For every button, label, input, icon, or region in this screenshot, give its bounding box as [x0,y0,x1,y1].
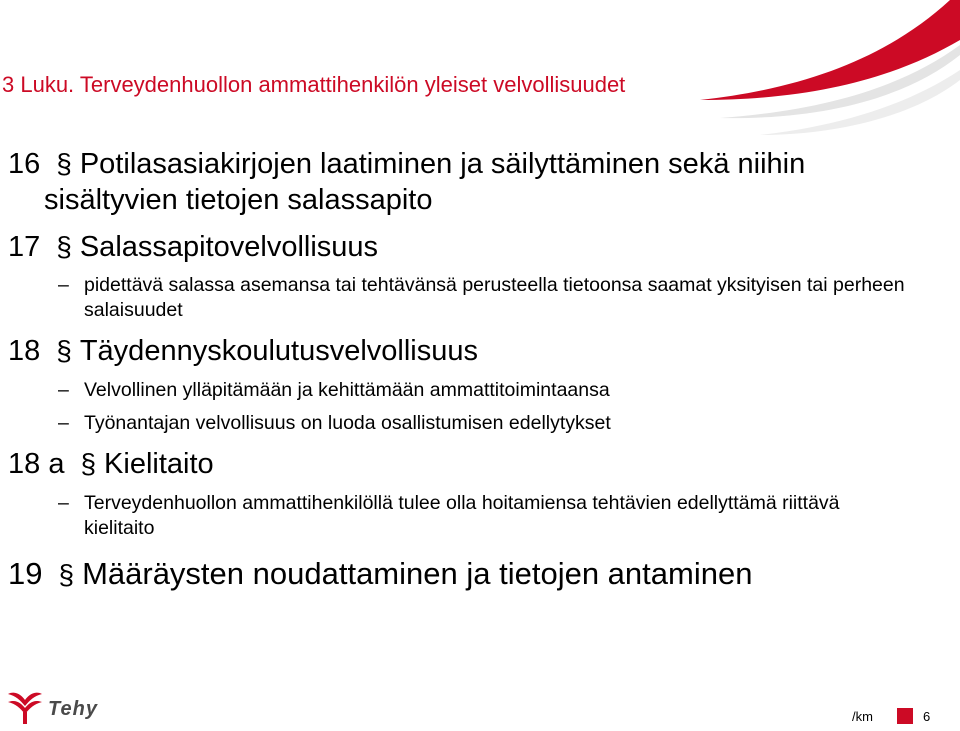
dash-bullet-icon: – [58,491,69,514]
paragraph-icon: § [56,335,72,367]
paragraph-icon: § [56,148,72,179]
list-item-text: Velvollinen ylläpitämään ja kehittämään ammattitoimintaansa [84,378,610,401]
section-list [8,146,908,594]
section-heading-continued: sisältyvien tietojen salassapito [44,184,433,217]
list-item [8,273,908,324]
tehy-logo-icon [6,690,44,726]
list-item-text: Työnantajan velvollisuus on luoda osallistumisen edellytykset [84,412,611,435]
section-18a [8,446,908,482]
section-heading: Salassapitovelvollisuus [79,230,379,263]
section-number: 17 [8,230,41,263]
author-label: /km [852,708,873,724]
page-title: 3 Luku. Terveydenhuollon ammattihenkilön yleiset velvollisuudet [2,72,626,97]
section-heading: Määräysten noudattaminen ja tietojen antaminen [82,556,753,592]
section-19 [8,555,908,594]
footer-right [852,708,930,724]
section-number: 16 [8,148,41,180]
list-item-text: pidettävä salassa asemansa tai tehtävänsä perusteella tietoonsa saamat yksityisen tai perheen salaisuudet [84,273,905,322]
logo-text: Tehy [48,698,98,720]
section-number: 19 [8,556,43,592]
tehy-logo [6,690,126,728]
section-heading: Kielitaito [104,448,214,481]
paragraph-icon: § [58,559,75,591]
dash-bullet-icon: – [58,412,69,435]
section-heading: Täydennyskoulutusvelvollisuus [79,335,478,368]
paragraph-icon: § [56,230,72,262]
dash-bullet-icon: – [58,378,69,401]
list-item-text: Terveydenhuollon ammattihenkilöllä tulee olla hoitamiensa tehtävien edellyttämä riittävä kielitaito [84,491,840,539]
section-number: 18 a [8,448,65,481]
page-number: 6 [922,708,931,724]
section-heading: Potilasasiakirjojen laatiminen ja säilyttäminen sekä niihin [79,148,806,180]
section-16 [8,146,908,182]
list-item [8,378,908,403]
list-item [8,491,908,542]
section-number: 18 [8,335,41,368]
dash-bullet-icon: – [58,273,69,296]
section-17 [8,229,908,265]
section-18 [8,333,908,369]
list-item [8,411,908,436]
red-square-icon [897,708,913,724]
paragraph-icon: § [80,448,97,480]
decorative-swoosh-icon [660,0,960,160]
